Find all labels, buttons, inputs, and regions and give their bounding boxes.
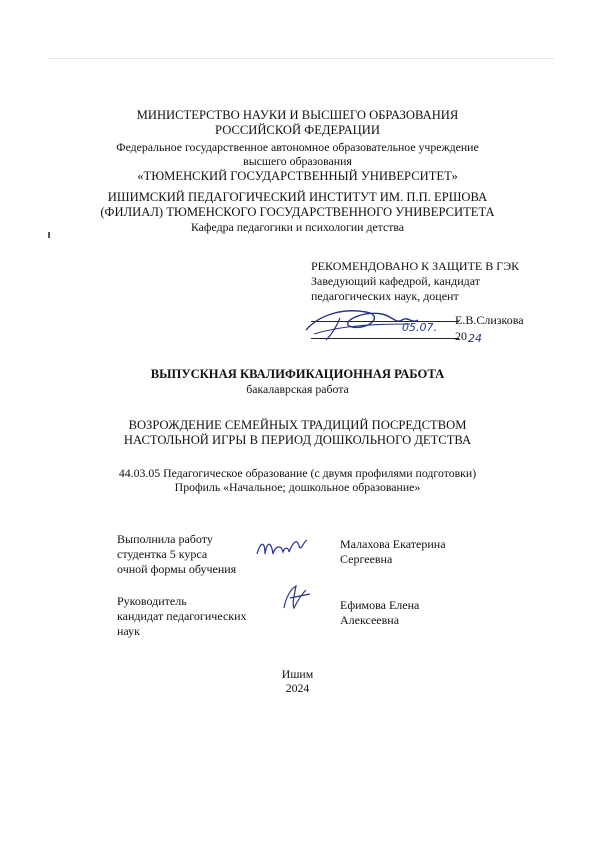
supervisor-role-line-1: Руководитель	[117, 594, 187, 608]
author-role-line-2: студентка 5 курса	[117, 547, 208, 561]
supervisor-role	[117, 594, 247, 639]
topic-line-2: НАСТОЛЬНОЙ ИГРЫ В ПЕРИОД ДОШКОЛЬНОГО ДЕТСТВА	[123, 433, 472, 447]
branch-line-2: (ФИЛИАЛ) ТЮМЕНСКОГО ГОСУДАРСТВЕННОГО УНИВЕРСИТЕТА	[100, 205, 495, 219]
city: Ишим	[281, 667, 314, 681]
supervisor-name-line-1: Ефимова Елена	[340, 598, 420, 612]
author-role	[117, 532, 236, 577]
top-rule	[48, 58, 554, 59]
approval-line-2: Заведующий кафедрой, кандидат	[311, 274, 480, 288]
institution-line-3: «ТЮМЕНСКИЙ ГОСУДАРСТВЕННЫЙ УНИВЕРСИТЕТ»	[137, 168, 458, 183]
program-line-1: 44.03.05 Педагогическое образование (с двумя профилями подготовки)	[118, 466, 477, 480]
institution-block	[0, 140, 595, 184]
institution-line-2: высшего образования	[243, 154, 352, 169]
ministry-heading	[0, 108, 595, 138]
author-role-line-3: очной формы обучения	[117, 562, 237, 576]
program-line-2: Профиль «Начальное; дошкольное образование»	[174, 480, 421, 495]
handwritten-year: 24	[468, 332, 482, 345]
year: 2024	[285, 681, 310, 696]
author-name-line-2: Сергеевна	[340, 552, 393, 566]
author-name	[340, 537, 446, 567]
work-subtitle: бакалаврская работа	[246, 382, 349, 396]
supervisor-role-line-2: кандидат педагогических	[117, 609, 247, 623]
author-signature-image	[253, 530, 313, 566]
handwritten-year-image	[468, 330, 498, 348]
department-name: Кафедра педагогики и психологии детства	[190, 220, 405, 234]
institution-line-1: Федеральное государственное автономное образовательное учреждение	[116, 140, 479, 154]
approval-line-1: РЕКОМЕНДОВАНО К ЗАЩИТЕ В ГЭК	[311, 259, 520, 273]
footer-block	[0, 667, 595, 696]
handwritten-date-image	[400, 318, 460, 336]
supervisor-name	[340, 598, 419, 628]
program-block	[0, 466, 595, 495]
work-topic	[0, 418, 595, 448]
author-role-line-1: Выполнила работу	[117, 532, 213, 546]
supervisor-role-line-3: наук	[117, 624, 140, 638]
supervisor-name-line-2: Алексеевна	[340, 613, 400, 627]
branch-line-1: ИШИМСКИЙ ПЕДАГОГИЧЕСКИЙ ИНСТИТУТ ИМ. П.П. ЕРШОВА	[107, 190, 488, 204]
branch-block	[0, 190, 595, 234]
approval-line-3: педагогических наук, доцент	[311, 289, 459, 303]
approval-name: Е.В.Слизкова	[455, 313, 524, 327]
ministry-line-2: РОССИЙСКОЙ ФЕДЕРАЦИИ	[215, 123, 380, 137]
handwritten-date: 05.07.	[402, 321, 437, 334]
author-name-line-1: Малахова Екатерина	[340, 537, 446, 551]
work-title-block	[0, 367, 595, 396]
topic-line-1: ВОЗРОЖДЕНИЕ СЕМЕЙНЫХ ТРАДИЦИЙ ПОСРЕДСТВОМ	[128, 418, 467, 432]
approval-year: 20	[455, 329, 467, 343]
approval-block	[311, 259, 561, 304]
work-title: ВЫПУСКНАЯ КВАЛИФИКАЦИОННАЯ РАБОТА	[150, 367, 445, 381]
ministry-line-1: МИНИСТЕРСТВО НАУКИ И ВЫСШЕГО ОБРАЗОВАНИЯ	[136, 108, 459, 122]
supervisor-signature-image	[276, 582, 316, 614]
